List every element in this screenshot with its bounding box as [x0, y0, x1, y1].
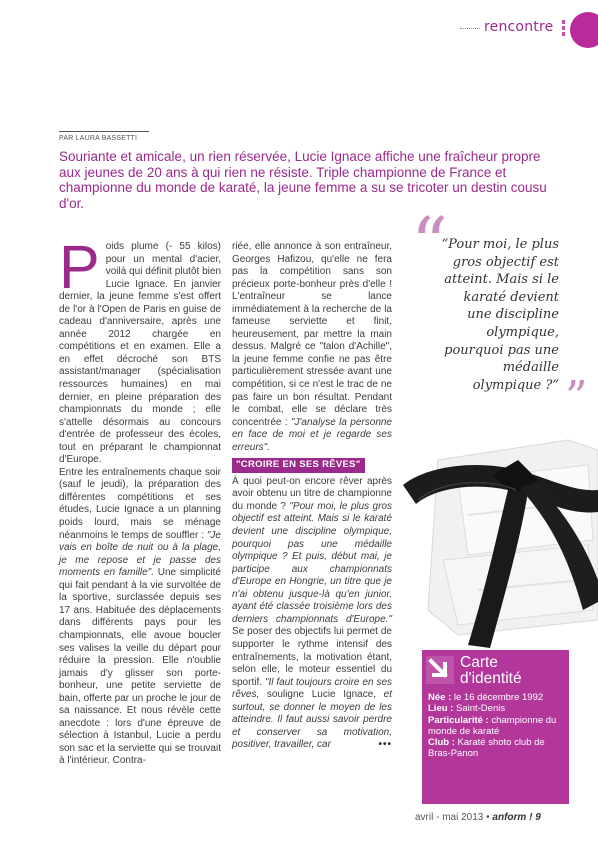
pull-quote: “Pour moi, le plus gros objectif est atteint. Mais si le karaté devient une discipline olympique, pourquoi pas une médaille olympique ?”	[441, 237, 559, 393]
arrow-down-right-icon	[426, 656, 454, 684]
page-number: 9	[532, 812, 541, 823]
byline: PAR LAURA BASSETTI	[59, 135, 138, 142]
article-column-2	[232, 241, 392, 752]
quote-text: "Je vais en boîte de nuit ou à la plage, je me repose et je passe des moments en famille".	[59, 529, 221, 579]
card-title: Carte d'identité	[460, 654, 522, 687]
rubric-label: rencontre	[484, 19, 554, 35]
rubric-circle	[570, 12, 598, 48]
karate-belt-image	[398, 420, 598, 652]
page-footer	[415, 812, 541, 823]
paragraph-text: riée, elle annonce à son entraîneur, Georges Hafizou, qu'elle ne fera pas la compétition sans son précieux porte-bonheur près d'elle ! L'entraîneur se lance immédiatement à la recherche de la fameuse serviette et finit, heureusement, par mettre la main dessus. Malgré ce "talon d'Achille", la jeune femme confie ne pas être particulièrement stressée avant une compétition, si ce n'est le trac de ne pas faire un bon résultat. Pendant le combat, elle se déclare très concentrée :	[232, 241, 392, 428]
paragraph-text: oids plume (- 55 kilos) pour un mental d'acier, voilà qui définit plutôt bien Lucie Ignace. En janvier dernier, la jeune femme s'est offert de l'or à l'Open de Paris en guise de cadeau d'anniversaire, après une année 2012 chargée en compétitions et en examen. Elle a en effet décroché son BTS assistant/manager (spécialisation ressources humaines) en mai dernier, en pleine préparation des championnats du monde ; elle s'attelle désormais au concours d'entrée de professeur des écoles, tout en préparant le championnat d'Europe.	[59, 241, 221, 466]
rubric-dash	[460, 28, 480, 29]
issue-date: avril - mai 2013 •	[415, 812, 493, 823]
card-item-speciality: Particularité : championne du monde de karaté	[428, 714, 557, 737]
section-rubric	[460, 14, 598, 44]
magazine-name: anform !	[492, 812, 533, 823]
section-heading: "CROIRE EN SES RÊVES"	[232, 458, 365, 473]
drop-cap: P	[59, 233, 100, 301]
close-quote-mark: ”	[565, 372, 588, 423]
card-item-born: Née : le 16 décembre 1992	[428, 692, 544, 703]
paragraph-text: À quoi peut-on encore rêver après avoir obtenu un titre de championne du monde ?	[232, 475, 392, 512]
quote-text: "Pour moi, le plus gros objectif est atteint. Mais si le karaté devient une discipline olympique, pourquoi pas une médaille olympique ? Et puis, début mai, je participe aux championnats d'Europe en Hongrie, un titre que je n'ai obtenu jusque-là qu'en junior, ayant été classée troisième lors des derniers championnats d'Europe."	[232, 500, 392, 625]
byline-rule	[59, 131, 149, 132]
paragraph-text: Entre les entraînements chaque soir (sauf le jeudi), la préparation des différentes compétitions et ses études, Lucie Ignace a un planning poids lourd, mais se ménage néanmoins le temps de souffler :	[59, 466, 221, 541]
continued-marker: •••	[378, 739, 392, 751]
card-item-club: Club : Karaté shoto club de Bras-Panon	[428, 737, 545, 760]
quote-text: et surtout, se donner le moyen de les atteindre. Il faut aussi savoir perdre et conserver sa motivation, positiver, travailler, car	[232, 689, 392, 751]
paragraph-text: Se poser des objectifs lui permet de supporter le rythme intensif des entraînements, la motivation étant, selon elle, le moteur essentiel du sportif.	[232, 626, 392, 688]
quote-text: "J'analyse la personne en face de moi et je regarde ses erreurs".	[232, 416, 392, 453]
card-details	[428, 692, 566, 760]
article-column-1	[59, 233, 221, 768]
rubric-bars	[562, 20, 565, 38]
identity-card	[422, 650, 569, 804]
article-lead: Souriante et amicale, un rien réservée, Lucie Ignace affiche une fraîcheur propre aux jeunes de 20 ans à qui rien ne résiste. Triple championne de France et championne du monde de karaté, la jeune femme a su se tricoter un destin cousu d'or.	[59, 149, 547, 211]
card-item-place: Lieu : Saint-Denis	[428, 703, 506, 715]
quote-text: "Il faut toujours croire en ses rêves,	[232, 676, 393, 701]
paragraph-text: souligne Lucie Ignace,	[259, 689, 384, 701]
paragraph-text: Une simplicité qui fait pendant à la vie survoltée de la sportive, surclassée depuis ses 17 ans. Habituée des déplacements dans différents pays pour les championnats, elle avoue boucler ses valises la veille du départ pour réduire la pression. Elle n'oublie jamais d'y glisser son porte-bonheur, une petite serviette de bain, offerte par un proche le jour de sa naissance. Et nous révèle cette anecdote : lors d'une épreuve de sélection à Istanbul, Lucie a perdu son sac et la serviette qui se trouvait à l'intérieur. Contra-	[59, 567, 221, 767]
open-quote-mark: “	[411, 202, 448, 286]
